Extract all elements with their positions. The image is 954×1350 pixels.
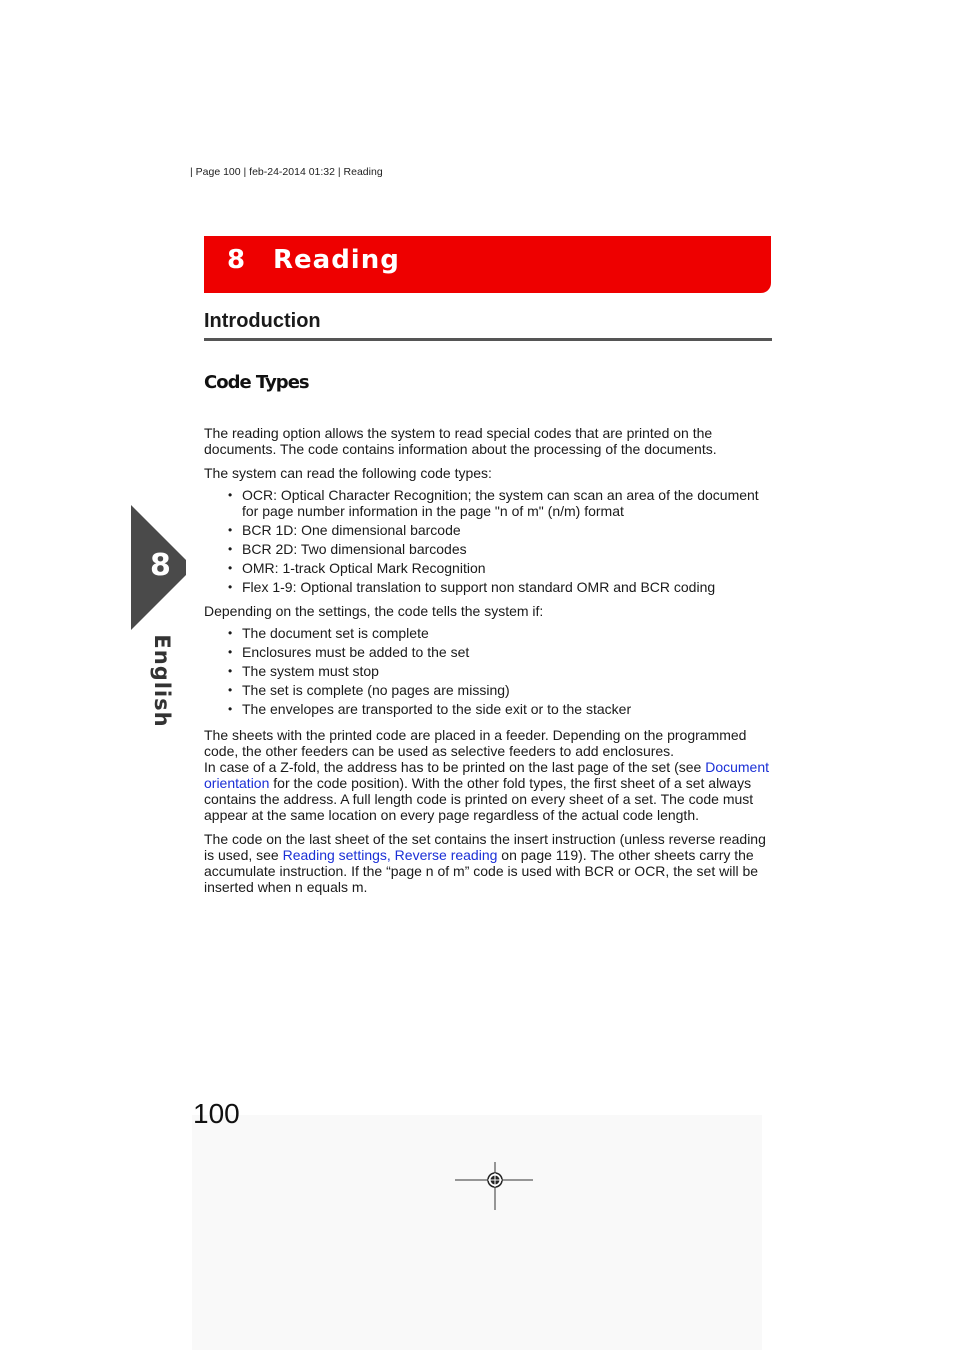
page-number: 100 [193,1098,240,1129]
list-item: • The envelopes are transported to the side exit or to the stacker [228,701,632,717]
side-tab-number: 8 [150,548,171,583]
subsection-heading: Code Types [204,372,309,393]
bullet-icon: • [228,683,233,697]
bullet-icon: • [228,645,233,659]
last-sheet-paragraph: The code on the last sheet of the set contains the insert instruction (unless reverse reading is used, see Reading settings, Reverse reading on page 119). The other sheets carry the accumulate instruction. If the “page n of m” code is used with BCR or OCR, the set will be inserted when n equals m. [204,831,766,895]
bullet-icon: • [228,488,233,502]
list-item: • The set is complete (no pages are missing) [228,682,510,698]
list-item: • OMR: 1-track Optical Mark Recognition [228,560,486,576]
list-item: • BCR 1D: One dimensional barcode [228,522,461,538]
intro-paragraph: The reading option allows the system to read special codes that are printed on the documents. The code contains information about the processing of the documents. [204,425,717,457]
list-item: • OCR: Optical Character Recognition; the system can scan an area of the document for page number information in the page "n of m" (n/m) format [228,487,759,519]
bullet-icon: • [228,702,233,716]
page-bottom-tint [192,1115,762,1350]
registration-mark-icon [455,1160,535,1217]
conditions-list [204,625,773,717]
chapter-banner [204,236,771,293]
chapter-title: Reading [273,245,400,275]
zfold-paragraph: In case of a Z-fold, the address has to be printed on the last page of the set (see Document orientation for the code position). With the other fold types, the first sheet of a set always contains the address. A full length code is printed on every sheet of a set. The code must appear at the same location on every page regardless of the actual code length. [204,759,770,823]
feeder-paragraph: The sheets with the printed code are placed in a feeder. Depending on the programmed code, the other feeders can be used as selective feeders to add enclosures. [204,727,747,759]
bullet-icon: • [228,626,233,640]
list-item: • The document set is complete [228,625,429,641]
chapter-number: 8 [227,245,247,275]
list-item: • The system must stop [228,663,379,679]
article-body [204,425,773,903]
settings-lead: Depending on the settings, the code tells the system if: [204,603,544,619]
list-item: • Enclosures must be added to the set [228,644,470,660]
document-orientation-link[interactable]: Document orientation [204,759,770,791]
types-lead: The system can read the following code types: [204,465,492,481]
bullet-icon: • [228,664,233,678]
section-divider [204,338,772,341]
bullet-icon: • [228,523,233,537]
list-item: • Flex 1-9: Optional translation to support non standard OMR and BCR coding [228,579,716,595]
language-label: English [150,634,174,728]
print-header: | Page 100 | feb-24-2014 01:32 | Reading [190,166,383,178]
code-types-list [204,487,773,595]
bullet-icon: • [228,561,233,575]
bullet-icon: • [228,580,233,594]
bullet-icon: • [228,542,233,556]
section-heading: Introduction [204,310,321,332]
list-item: • BCR 2D: Two dimensional barcodes [228,541,467,557]
reading-settings-link[interactable]: Reading settings, Reverse reading [282,847,498,863]
